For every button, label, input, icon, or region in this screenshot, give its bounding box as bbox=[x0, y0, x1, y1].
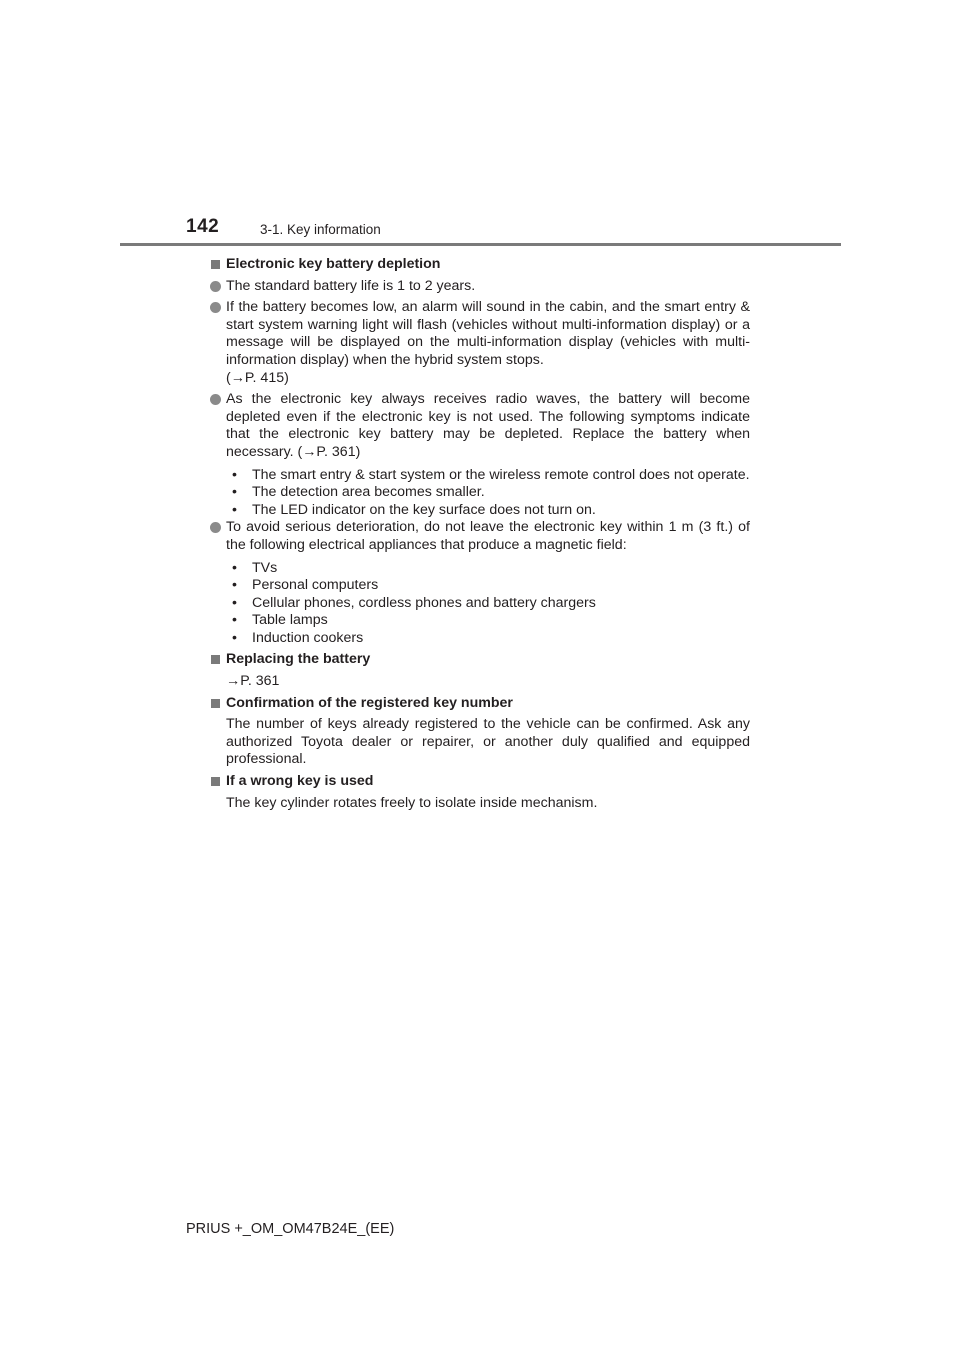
list-marker: • bbox=[232, 629, 237, 646]
list-item bbox=[226, 595, 750, 613]
heading-registered-key-number bbox=[210, 695, 750, 713]
bullet-magnetic-field bbox=[210, 519, 750, 554]
list-marker: • bbox=[232, 559, 237, 576]
list-item-text: TVs bbox=[252, 559, 278, 576]
list-marker: • bbox=[232, 594, 237, 611]
list-item bbox=[226, 467, 750, 485]
heading-battery-depletion bbox=[210, 256, 750, 274]
registered-key-text: The number of keys already registered to the vehicle can be confirmed. Ask any authorized Toyota dealer or repairer, or another duly qualified and equipped professional. bbox=[226, 716, 750, 768]
circle-bullet-icon bbox=[210, 302, 221, 313]
list-item bbox=[226, 560, 750, 578]
list-item bbox=[226, 577, 750, 595]
bullet-text: The standard battery life is 1 to 2 years. bbox=[226, 277, 476, 294]
bullet-low-battery-alarm bbox=[210, 299, 750, 387]
appliance-list bbox=[226, 560, 750, 648]
list-item-text: The detection area becomes smaller. bbox=[252, 484, 485, 501]
page-content bbox=[210, 256, 750, 816]
list-marker: • bbox=[232, 501, 237, 518]
heading-text: Confirmation of the registered key number bbox=[226, 694, 513, 711]
list-marker: • bbox=[232, 484, 237, 501]
header-rule bbox=[120, 243, 841, 246]
list-item bbox=[226, 612, 750, 630]
page-number: 142 bbox=[186, 216, 220, 237]
circle-bullet-icon bbox=[210, 394, 221, 405]
circle-bullet-icon bbox=[210, 522, 221, 533]
list-item-text: Cellular phones, cordless phones and battery chargers bbox=[252, 594, 596, 611]
heading-replacing-battery bbox=[210, 651, 750, 669]
wrong-key-text: The key cylinder rotates freely to isolate inside mechanism. bbox=[226, 794, 598, 811]
list-item bbox=[226, 502, 750, 520]
symptom-list bbox=[226, 467, 750, 520]
section-title: 3-1. Key information bbox=[260, 222, 381, 237]
list-item-text: Personal computers bbox=[252, 577, 379, 594]
bullet-text: As the electronic key always receives radio waves, the battery will become depleted even if the electronic key is not used. The following symptoms indicate that the electronic key battery may be depleted. Replace the battery when necessary. (→P. 361) bbox=[226, 391, 750, 460]
square-bullet-icon bbox=[211, 655, 220, 664]
circle-bullet-icon bbox=[210, 281, 221, 292]
bullet-text: To avoid serious deterioration, do not leave the electronic key within 1 m (3 ft.) of the following electrical appliances that produce a magnetic field: bbox=[226, 519, 750, 553]
list-item-text: Induction cookers bbox=[252, 629, 364, 646]
heading-text: If a wrong key is used bbox=[226, 773, 374, 790]
list-marker: • bbox=[232, 612, 237, 629]
square-bullet-icon bbox=[211, 260, 220, 269]
heading-text: Replacing the battery bbox=[226, 651, 371, 668]
list-marker: • bbox=[232, 466, 237, 483]
list-item-text: The LED indicator on the key surface does not turn on. bbox=[252, 501, 596, 518]
page-reference-link[interactable]: (→P. 415) bbox=[226, 369, 289, 386]
list-marker: • bbox=[232, 577, 237, 594]
bullet-text: If the battery becomes low, an alarm will sound in the cabin, and the smart entry & start system warning light will flash (vehicles without multi-information display) or a message will be displayed on the multi-information display (vehicles with multi-information display) when the hybrid system stops. bbox=[226, 299, 750, 368]
list-item-text: The smart entry & start system or the wireless remote control does not operate. bbox=[252, 466, 750, 483]
bullet-radio-waves bbox=[210, 391, 750, 461]
square-bullet-icon bbox=[211, 699, 220, 708]
heading-text: Electronic key battery depletion bbox=[226, 256, 441, 272]
replacing-battery-ref[interactable]: →P. 361 bbox=[226, 673, 280, 690]
bullet-battery-life bbox=[210, 278, 750, 296]
heading-wrong-key bbox=[210, 773, 750, 791]
list-item-text: Table lamps bbox=[252, 612, 328, 629]
square-bullet-icon bbox=[211, 777, 220, 786]
list-item bbox=[226, 630, 750, 648]
document-footer: PRIUS +_OM_OM47B24E_(EE) bbox=[186, 1221, 395, 1237]
list-item bbox=[226, 484, 750, 502]
